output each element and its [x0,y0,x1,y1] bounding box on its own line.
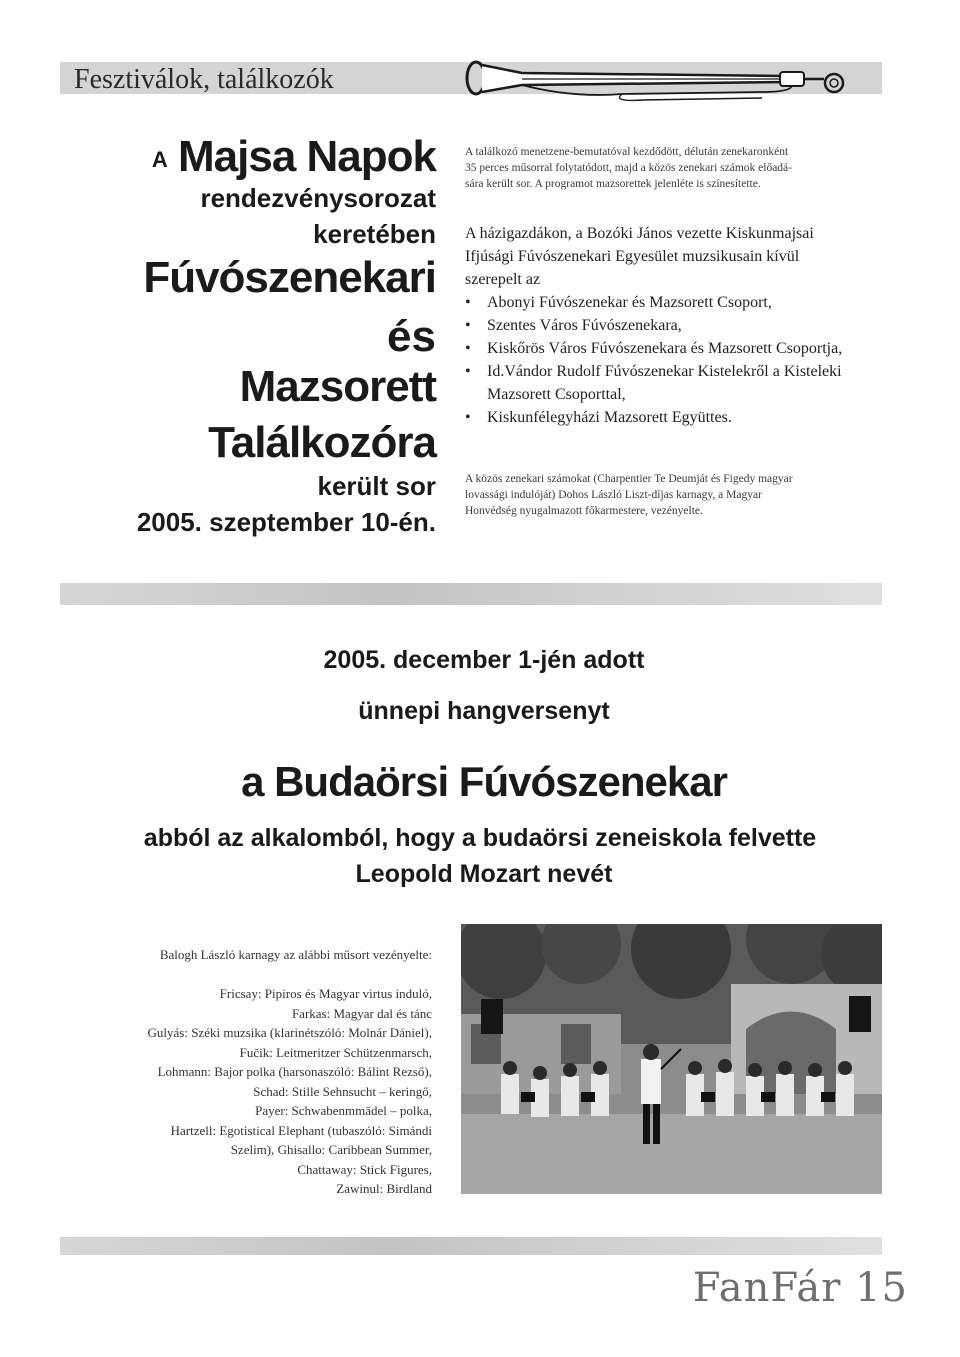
headline-line: keretében [313,219,436,249]
headline-line: rendezvénysorozat [200,183,436,213]
concert-band-name: a Budaörsi Fúvószenekar [241,758,727,805]
list-item: Chattaway: Stick Figures, [297,1161,432,1177]
list-item: Szelim), Ghisallo: Caribbean Summer, [230,1142,432,1157]
conductor-paragraph [465,471,885,519]
concert-occasion: abból az alkalomból, hogy a budaörsi zeneiskola felvette [143,824,817,852]
text-line: szerepelt az [465,271,541,288]
herald-trumpet-icon [462,58,852,102]
list-item: Gulyás: Széki muzsika (klarinétszóló: Molnár Dániel), [147,1025,432,1040]
concert-occasion-name: Leopold Mozart nevét [355,860,613,888]
headline-event-name: Majsa Napok [178,132,436,181]
section-title: Fesztiválok, találkozók [74,64,334,95]
text-line: A találkozó menetzene-bemutatóval kezdődött, délután zenekaronként [465,146,789,158]
band-list [465,291,885,429]
headline-date: 2005. szeptember 10-én. [136,507,436,537]
text-line: 35 perces műsorral folytatódott, majd a közös zenekari számok előadá- [465,162,792,174]
section-divider [60,583,882,605]
headline-line: és [387,312,436,361]
band-photo [461,924,882,1194]
headline-title [152,132,436,182]
headline-line: került sor [317,471,436,501]
text-line: sára került sor. A programot mazsorettek jelenléte is színesítette. [465,178,761,190]
list-item: • Abonyi Fúvószenekar és Mazsorett Csoport, [465,291,885,314]
text-line: Ifjúsági Fúvószenekari Egyesület muzsikusain kívül [465,248,800,265]
list-item: • Kiskunfélegyházi Mazsorett Együttes. [465,406,885,429]
host-paragraph [465,222,885,291]
list-item: Fučik: Leitmeritzer Schützenmarsch, [239,1044,432,1060]
headline-line: Mazsorett [239,362,436,411]
list-item: Zawinul: Birdland [336,1181,432,1196]
magazine-name: FanFár [692,1265,842,1311]
concert-date: 2005. december 1-jén adott [323,646,645,674]
text-line: lovassági indulóját) Dohos László Liszt-díjas karnagy, a Magyar [465,489,762,501]
list-item: • Kiskőrös Város Fúvószenekara és Mazsorett Csoportja, [465,337,885,360]
text-line: Honvédség nyugalmazott főkarmestere, vezényelte. [465,505,703,517]
concert-type: ünnepi hangversenyt [358,697,610,725]
program-list [12,984,432,1199]
headline-line: Találkozóra [208,418,436,467]
footer-magazine-title [693,1265,908,1311]
headline-prefix: A [151,147,167,172]
text-line: A közös zenekari számokat (Charpentier Te Deumját és Figedy magyar [465,473,793,485]
list-item: • Id.Vándor Rudolf Fúvószenekar Kistelekről a Kisteleki Mazsorett Csoporttal, [465,360,885,406]
footer-bar [60,1237,882,1255]
list-item: Payer: Schwabenmmädel – polka, [255,1103,432,1118]
list-item: Schad: Stille Sehnsucht – keringő, [253,1083,432,1099]
headline-line: Fúvószenekari [143,253,436,302]
list-item: Fricsay: Pipiros és Magyar virtus induló, [219,986,432,1001]
list-item: Hartzell: Egotistical Elephant (tubaszóló: Simándi [170,1122,432,1138]
text-line: A házigazdákon, a Bozóki János vezette Kiskunmajsai [465,225,814,242]
list-item: • Szentes Város Fúvószenekara, [465,314,885,337]
program-intro: Balogh László karnagy az alábbi műsort vezényelte: [159,947,432,962]
intro-paragraph [465,144,885,192]
list-item: Lohmann: Bajor polka (harsonaszóló: Bálint Rezső), [157,1064,432,1079]
list-item: Farkas: Magyar dal és tánc [291,1005,432,1021]
page-number: 15 [855,1265,908,1311]
